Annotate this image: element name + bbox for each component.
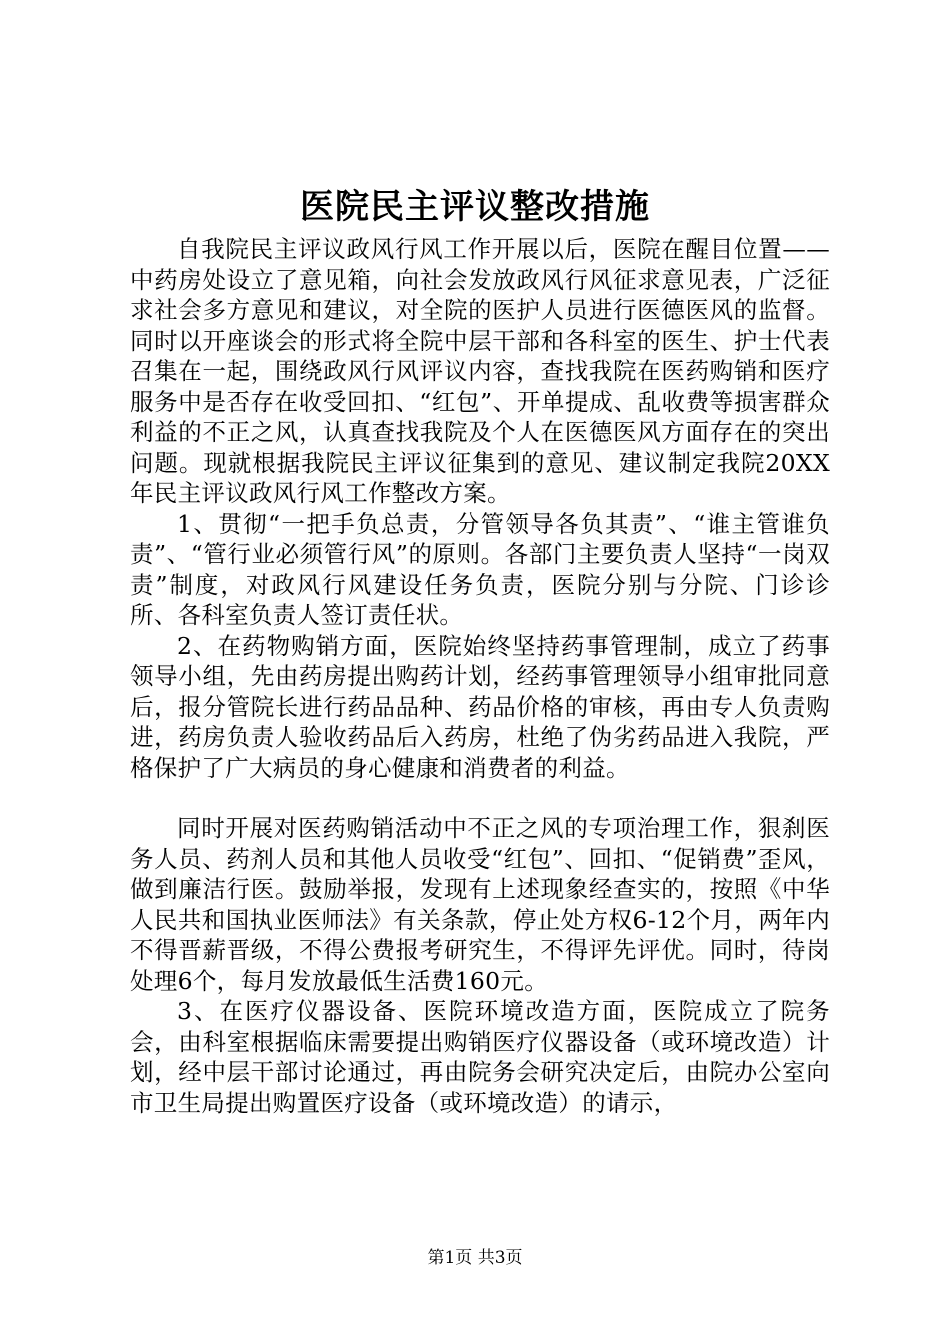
paragraph-item-3: 3、在医疗仪器设备、医院环境改造方面，医院成立了院务会，由科室根据临床需要提出购销医疗仪器设备（或环境改造）计划，经中层干部讨论通过，再由院务会研究决定后，由院办公室向市卫生局提出购置医疗设备（或环境改造）的请示，: [130, 997, 830, 1117]
paragraph-item-1: 1、贯彻“一把手负总责，分管领导各负其责”、“谁主管谁负责”、“管行业必须管行风”的原则。各部门主要负责人坚持“一岗双责”制度，对政风行风建设任务负责，医院分别与分院、门诊诊所、各科室负责人签订责任状。: [130, 509, 830, 629]
document-title: 医院民主评议整改措施: [300, 187, 650, 227]
paragraph-special-governance: 同时开展对医药购销活动中不正之风的专项治理工作，狠刹医务人员、药剂人员和其他人员收受“红包”、回扣、“促销费”歪风，做到廉洁行医。鼓励举报，发现有上述现象经查实的，按照《中华人民共和国执业医师法》有关条款，停止处方权6-12个月，两年内不得晋薪晋级，不得公费报考研究生，不得评先评优。同时，待岗处理6个，每月发放最低生活费160元。: [130, 814, 830, 995]
paragraph-intro: 自我院民主评议政风行风工作开展以后，医院在醒目位置——中药房处设立了意见箱，向社会发放政风行风征求意见表，广泛征求社会多方意见和建议，对全院的医护人员进行医德医风的监督。同时以开座谈会的形式将全院中层干部和各科室的医生、护士代表召集在一起，围绕政风行风评议内容，查找我院在医药购销和医疗服务中是否存在收受回扣、“红包”、开单提成、乱收费等损害群众利益的不正之风，认真查找我院及个人在医德医风方面存在的突出问题。现就根据我院民主评议征集到的意见、建议制定我院20XX年民主评议政风行风工作整改方案。: [130, 235, 830, 507]
paragraph-item-2: 2、在药物购销方面，医院始终坚持药事管理制，成立了药事领导小组，先由药房提出购药计划，经药事管理领导小组审批同意后，报分管院长进行药品品种、药品价格的审核，再由专人负责购进，药房负责人验收药品后入药房，杜绝了伪劣药品进入我院，严格保护了广大病员的身心健康和消费者的利益。: [130, 631, 830, 782]
page-number-footer: 第1页 共3页: [427, 1248, 523, 1268]
document-body: [130, 234, 830, 1118]
